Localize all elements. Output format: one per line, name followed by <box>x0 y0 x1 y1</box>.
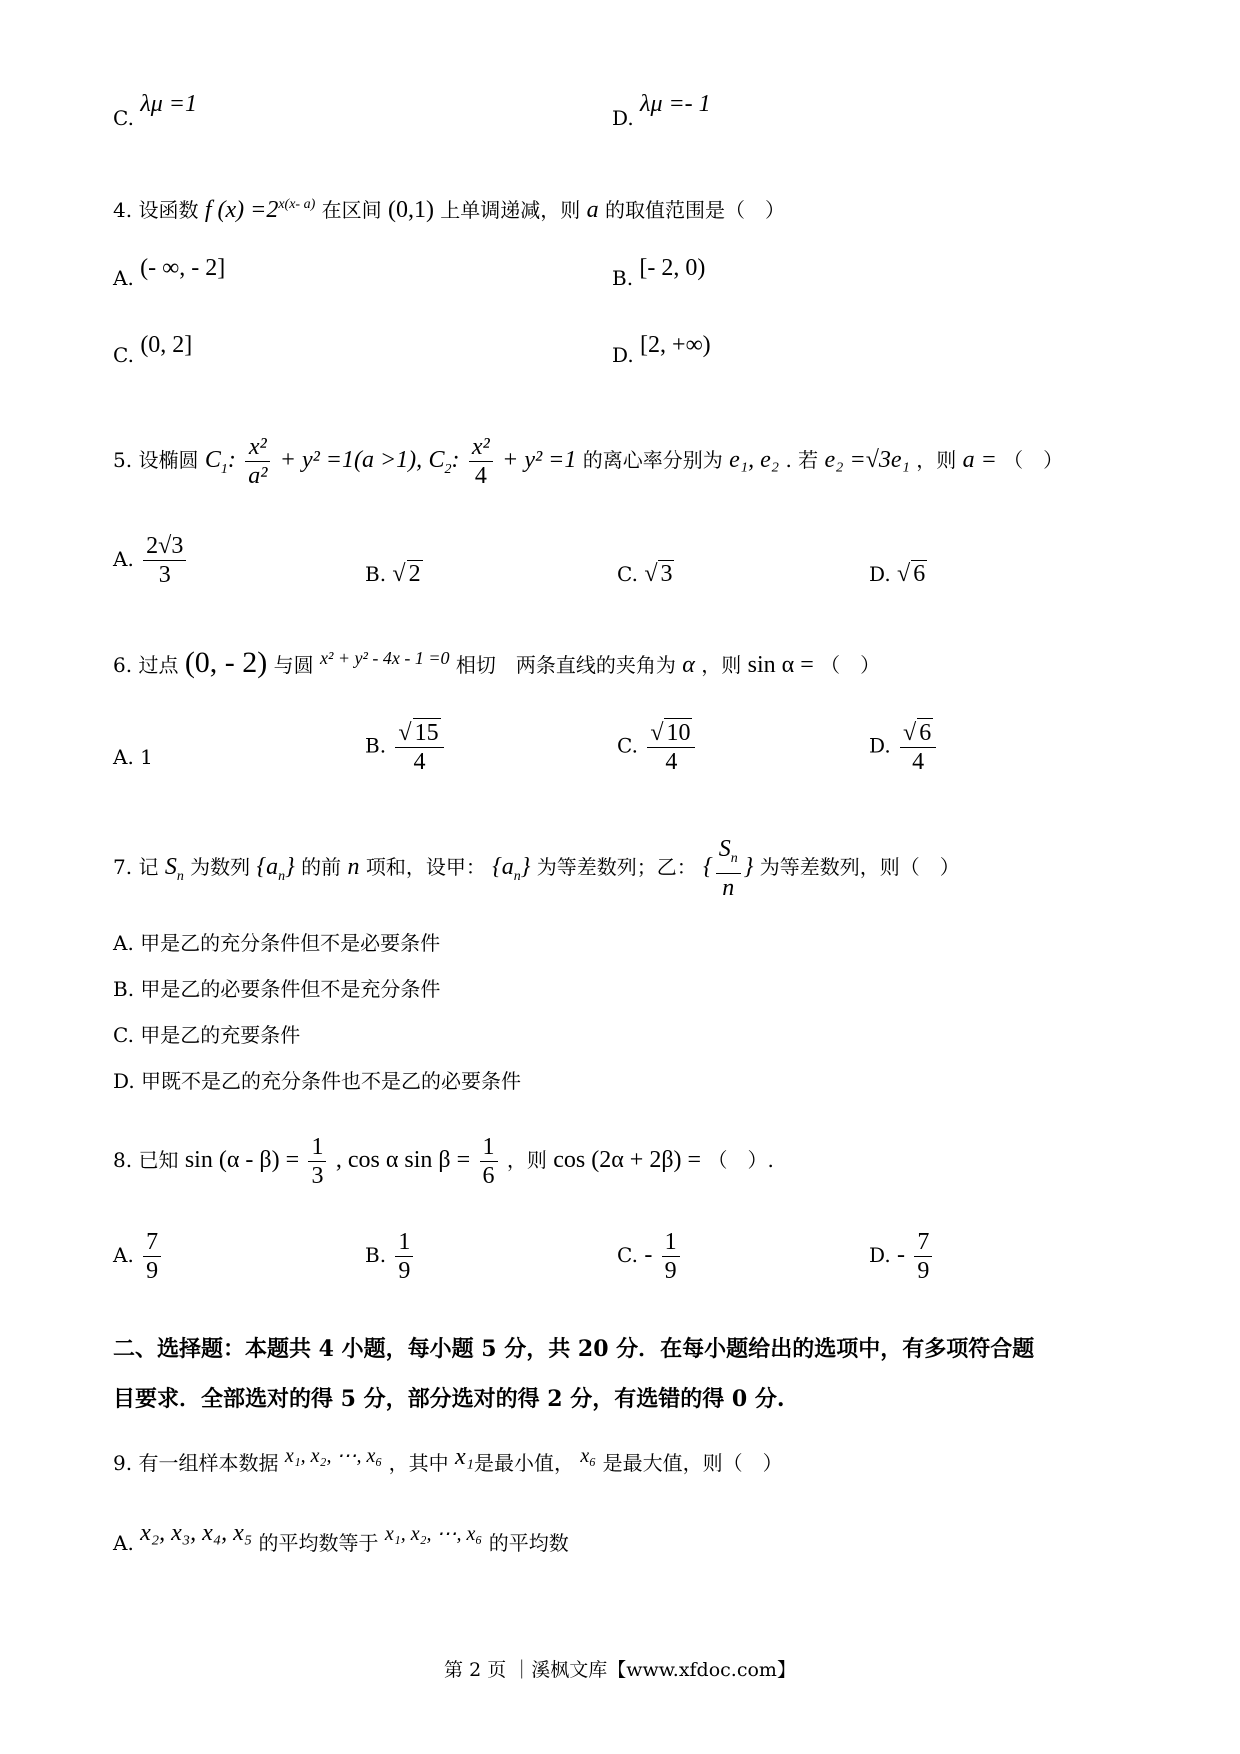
option-label: C. <box>113 106 134 130</box>
math-expression: a = <box>962 447 997 473</box>
numerator: 7 <box>143 1228 161 1257</box>
q6-option-a[interactable] <box>113 745 153 769</box>
q4-option-d[interactable] <box>612 332 711 369</box>
q3-option-c[interactable] <box>113 91 197 132</box>
radicand: 2 <box>408 561 421 587</box>
math-expression: λμ =1 <box>140 91 197 117</box>
interval: (0,1) <box>387 197 434 223</box>
option-label: A. <box>113 547 134 571</box>
q4-option-c[interactable] <box>113 332 193 369</box>
denominator: a² <box>248 463 268 489</box>
q8-option-b[interactable] <box>365 1228 416 1285</box>
numerator: 7 <box>914 1228 932 1257</box>
question-number: 8. 已知 <box>113 1148 179 1172</box>
stem-text: 为等差数列，则（ ） <box>759 854 960 879</box>
sign: - <box>644 1242 653 1268</box>
fraction <box>395 1228 413 1285</box>
variable: n <box>347 853 360 880</box>
math-expression: x₂, x₃, x₄, x₅ <box>140 1520 253 1546</box>
sum-sn: $S_n$ <box>164 853 184 884</box>
q7-option-c[interactable]: C. 甲是乙的充要条件 <box>113 1023 301 1047</box>
stem-text: 的离心率分别为 <box>582 448 723 472</box>
option-value: 1 <box>140 745 153 769</box>
denominator: 3 <box>158 562 171 588</box>
fraction <box>143 532 186 589</box>
fraction <box>662 1228 680 1285</box>
fraction <box>143 1228 161 1285</box>
fraction <box>308 1133 326 1190</box>
q7-option-b[interactable]: B. 甲是乙的必要条件但不是充分条件 <box>113 977 441 1001</box>
fraction <box>469 433 493 490</box>
math-expression: sin α = <box>747 652 814 678</box>
stem-text: 为等差数列；乙： <box>536 854 697 879</box>
math-expression: (- ∞, - 2] <box>140 255 226 281</box>
math-expression: e₁, e₂ <box>729 447 780 473</box>
option-label: D. <box>869 562 891 586</box>
question-6-stem <box>113 648 880 681</box>
q6-option-d[interactable] <box>869 718 939 776</box>
radicand: 15 <box>414 720 439 746</box>
variable: x₁ <box>455 1444 475 1470</box>
math-expression: x₁, x₂, ⋯, x₆ <box>284 1445 383 1467</box>
stem-text: 项和，设甲： <box>365 854 486 879</box>
denominator: 9 <box>398 1258 411 1284</box>
q7-option-d[interactable]: D. 甲既不是乙的充分条件也不是乙的必要条件 <box>113 1069 522 1093</box>
stem-text: ，其中 <box>388 1451 449 1475</box>
option-label: D. <box>869 733 891 758</box>
denominator: n <box>722 874 735 901</box>
math-expression: [- 2, 0) <box>639 255 706 281</box>
question-7-stem: 7. 记 $S_n$ 为数列 $\{a_n\}$ 的前 n 项和，设甲： $\{a_n\}$ 为等差数列；乙： { $\frac{S_n}{n}$ } 为等差数列，则（ ） <box>113 836 960 901</box>
ellipse-c2: $C_2$: <box>428 447 460 477</box>
option-label: D. <box>869 1243 891 1267</box>
numerator: 1 <box>395 1228 413 1257</box>
q5-option-c[interactable]: C. √ 3 <box>617 561 673 587</box>
fraction <box>245 433 270 490</box>
stem-text: 在区间 <box>321 198 382 222</box>
function-base: f (x) =2 <box>204 197 279 223</box>
option-text: 的平均数等于 <box>258 1531 379 1555</box>
stem-text: 上单调递减，则 <box>440 198 581 222</box>
variable: x₆ <box>580 1445 597 1467</box>
function-exponent: x(x- a) <box>278 197 316 212</box>
q5-option-b[interactable]: B. √ 2 <box>365 561 421 587</box>
option-text: 的平均数 <box>488 1531 569 1555</box>
math-expression: + y² =1(a >1), <box>279 447 423 473</box>
numerator: 1 <box>662 1228 680 1257</box>
section-2-heading-line-2: 目要求．全部选对的得 5 分，部分选对的得 2 分，有选错的得 0 分. <box>113 1386 785 1412</box>
q3-option-d[interactable] <box>612 91 711 132</box>
sign: - <box>897 1242 906 1268</box>
fraction <box>914 1228 932 1285</box>
radicand: 6 <box>913 561 926 587</box>
option-label: C. <box>617 1243 638 1267</box>
ellipse-c1: $C_1$: <box>204 447 236 477</box>
math-expression: e₂ =√3e₁ <box>824 447 910 473</box>
question-number: 7. 记 <box>113 854 159 879</box>
denominator: 9 <box>917 1258 930 1284</box>
page-footer: 第 2 页 ｜溪枫文库【www.xfdoc.com】 <box>444 1659 796 1681</box>
numerator: S <box>718 836 731 862</box>
option-label: A. <box>113 745 134 769</box>
option-label: A. <box>113 1531 134 1555</box>
radicand: 6 <box>919 720 932 746</box>
numerator: 2√3 <box>143 532 186 561</box>
circle-equation: x² + y² - 4x - 1 =0 <box>320 648 450 668</box>
section-2-heading-line-1: 二、选择题：本题共 4 小题，每小题 5 分，共 20 分．在每小题给出的选项中，有多项符合题 <box>113 1336 1035 1362</box>
q4-option-b[interactable] <box>612 255 706 292</box>
option-label: B. <box>365 562 387 586</box>
q6-option-c[interactable] <box>617 718 698 776</box>
stem-text: 是最小值， <box>474 1451 575 1475</box>
stem-text: （ ） <box>820 653 881 677</box>
option-label: B. <box>365 1243 387 1267</box>
question-number: 4. 设函数 <box>113 198 199 222</box>
question-number: 5. 设椭圆 <box>113 448 199 472</box>
q6-option-b[interactable] <box>365 718 447 776</box>
option-label: B. <box>612 266 634 290</box>
stem-text: ，则 <box>916 448 957 472</box>
point: (0, - 2) <box>184 646 268 679</box>
radicand: 10 <box>666 720 691 746</box>
math-expression: + y² =1 <box>502 447 577 473</box>
denominator: 4 <box>474 463 487 489</box>
option-label: D. <box>612 343 634 367</box>
symbol: C <box>428 447 445 473</box>
stem-text: 是最大值，则（ ） <box>602 1451 783 1475</box>
numerator: x² <box>245 433 270 462</box>
q5-option-a[interactable] <box>113 532 189 589</box>
question-4-stem <box>113 190 785 225</box>
option-label: A. <box>113 266 134 290</box>
option-label: B. <box>365 733 387 758</box>
denominator: 6 <box>482 1163 495 1189</box>
symbol: S <box>164 853 177 880</box>
q4-option-a[interactable] <box>113 255 226 292</box>
question-5-stem <box>113 430 1063 500</box>
stem-text: ，则 <box>506 1148 547 1172</box>
q5-option-d[interactable]: D. √ 6 <box>869 561 926 587</box>
fraction: $\frac{√ 15}{4}$ <box>395 718 443 776</box>
q8-option-c[interactable] <box>617 1228 683 1285</box>
stem-text: 为数列 <box>190 854 251 879</box>
fraction: $\frac{√ 6}{4}$ <box>900 718 936 776</box>
fraction <box>480 1133 498 1190</box>
q7-option-a[interactable]: A. 甲是乙的充分条件但不是必要条件 <box>113 931 441 955</box>
denominator: 9 <box>146 1258 159 1284</box>
q8-option-d[interactable] <box>869 1228 935 1285</box>
question-number: 9. 有一组样本数据 <box>113 1451 279 1475</box>
denominator: 3 <box>311 1163 324 1189</box>
stem-text: （ ） <box>1003 448 1064 472</box>
question-number: 6. 过点 <box>113 653 179 677</box>
stem-text: 相切 两条直线的夹角为 <box>455 653 676 677</box>
stem-text: ，则 <box>701 653 742 677</box>
q9-option-a[interactable] <box>113 1520 569 1559</box>
sequence-an: $\{a_n\}$ <box>492 853 531 884</box>
function-expression <box>205 197 315 223</box>
option-label: D. <box>612 106 634 130</box>
stem-text: . 若 <box>785 448 819 472</box>
numerator: 1 <box>308 1133 326 1162</box>
q8-option-a[interactable] <box>113 1228 164 1285</box>
symbol: C <box>204 447 221 473</box>
stem-text: （ ）. <box>707 1148 774 1172</box>
option-label: C. <box>617 733 638 758</box>
math-expression: (0, 2] <box>140 332 193 358</box>
math-expression: λμ =- 1 <box>640 91 711 117</box>
math-expression: , cos α sin β = <box>335 1147 471 1173</box>
denominator: 4 <box>413 749 426 775</box>
question-8-stem <box>113 1130 774 1190</box>
variable: α <box>682 652 695 678</box>
sequence-an: $\{a_n\}$ <box>256 853 295 884</box>
stem-text: 的取值范围是（ ） <box>605 198 786 222</box>
fraction: $\frac{√ 10}{4}$ <box>647 718 695 776</box>
radicand: 3 <box>660 561 673 587</box>
stem-text: 的前 <box>301 854 342 879</box>
denominator: 9 <box>664 1258 677 1284</box>
option-label: C. <box>113 343 134 367</box>
math-expression: x₁, x₂, ⋯, x₆ <box>384 1523 483 1545</box>
math-expression: [2, +∞) <box>640 332 711 358</box>
question-9-stem <box>113 1444 783 1479</box>
variable: a <box>586 197 599 223</box>
option-label: C. <box>617 562 638 586</box>
numerator: x² <box>469 433 493 462</box>
stem-text: 与圆 <box>273 653 314 677</box>
math-expression: cos (2α + 2β) = <box>553 1147 702 1173</box>
numerator: 1 <box>480 1133 498 1162</box>
math-expression: sin (α - β) = <box>184 1147 300 1173</box>
option-label: A. <box>113 1243 134 1267</box>
fraction: $\frac{S_n}{n}$ <box>716 835 741 902</box>
denominator: 4 <box>912 749 925 775</box>
denominator: 4 <box>665 749 678 775</box>
